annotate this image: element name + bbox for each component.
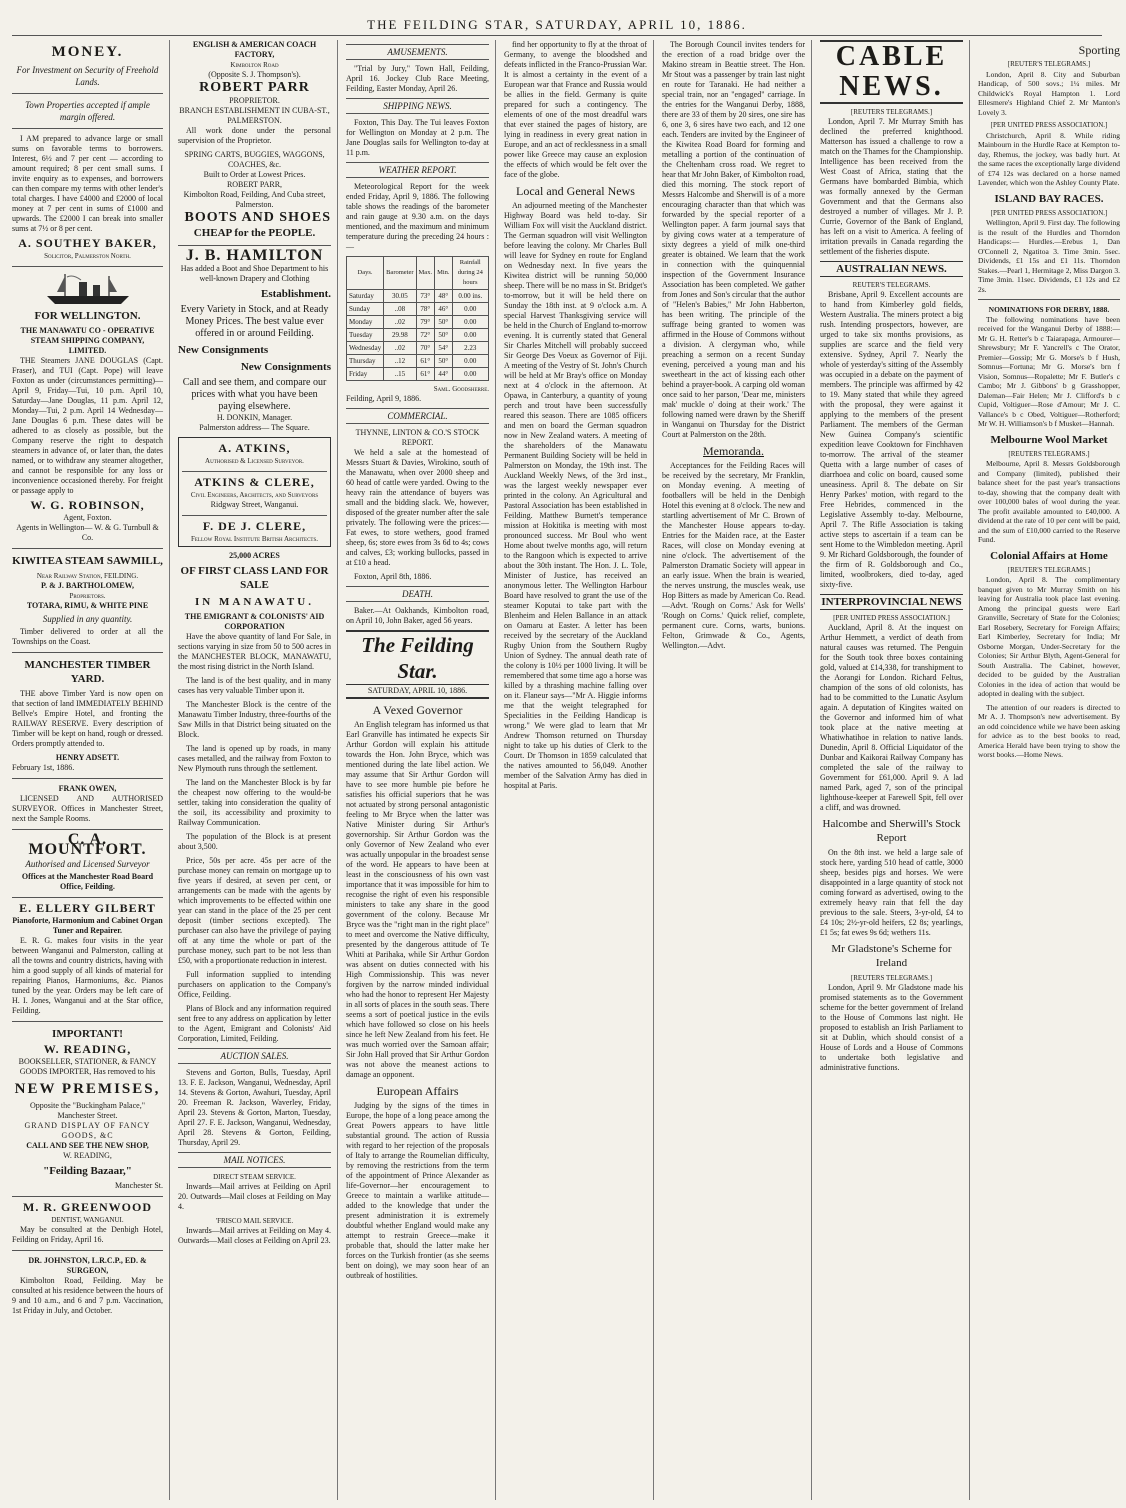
local-title: Local and General News [516,184,635,198]
johnston: DR. JOHNSTON, L.R.C.P., ED. & SURGEON, [28,1256,147,1275]
manawatu-company: THE MANAWATU CO - OPERATIVE STEAM SHIPPING COMPANY, LIMITED. [20,326,155,355]
wool-body: Melbourne, April 8. Messrs Goldsborough and Company (limited), published their balance sheet for the past year's transactions to-day, showing that the company dealt with over 100,000 bales of wool during the year. The profit available amounted to £40,000. A dividend at the rate of 10 per cent will be paid, and the sum of £10,000 carried to the Reserve Fund. [978,459,1120,544]
parr-sign: ROBERT PARR, [226,180,283,189]
reading-addr: Opposite the "Buckingham Palace," Manchester Street. [30,1101,145,1120]
weather-cell: Saturday [347,290,384,303]
sporting-body: London, April 8. City and Suburban Handicap, of 500 sovs.; 1¼ miles. Mr Childwick's Royal Hampton 1. Lord Ellesmere's Highland Chief 2. Mr Manton's Lovely 3. [978,69,1120,117]
local-body: An adjourned meeting of the Manchester Highway Board was held to-day. Sir William Fox will visit the Auckland district. The German squadron will visit Wellington before leaving the colony. Mr Charles Bull will leave for Sydney en route for England on Wednesday next. In five years the Kiwitea district will be running 50,000 sheep. There will be no mass in St. Bridget's to-morrow, but it will be held there on Sunday the 18th inst. at 9 o'clock a.m. A special Harvest Thanksgiving service will be held in the Church of England to-morrow evening. It is currently stated that General Sir Charles Mitchell will probably succeed Sir George Des Voeux as Governor of Fiji. A meeting of the Vestry of St. John's Church will be held at Mr Bray's office on Monday next at 4 o'clock in the afternoon. At Opawa, in Canterbury, a quantity of young perch and trout have been successfully reared this season. There are 1085 officers and men on board the German squadron now in New Zealand waters. A meeting of the shareholders of the Manawatu Permanent Building Society will be held in Palmerston on Monday, the 19th inst. The Auckland Weekly News, of the 3rd inst., was the largest weekly newspaper ever printed in the colony. An Agricultural and Pastoral Association has been established in Feilding. Matthew Burnett's temperance mission at Hokitika is meeting with most pronounced success. Mr Boul who went Home about twelve months ago, will return to the Rangoon which is expected to arrive about the 30th instant. The Hon. J. L. Tole, Minister of Justice, has received an anonymous letter. The Wellington Harbour Board have resolved to grant the use of the steamer Koputai to take part with the Blenheim and Helen Ballance in an attack on Oamaru at Easter. A letter has been received by the secretary of the Auckland Rugby Union from the Southern Rugby Union of Sydney. The annual death rate of the colony is 10½ per 1000 living. It will be remembered that some time ago a horse was killed by a thrashing machine falling over on it. Flaneur says—"Mr A. Higgie informs me that the weight telegraphed for Specialities in the Feilding Handicap is wrong." We were glad to learn that Mr Andrew Thomson returned on Thursday night to take up his duties of Clerk to the Court. Dr Thomson in 1859 calculated that the natives amounted to 56,049. Another member of the Salvation Army has died in hospital at Paris. [504,201,647,790]
steamship-icon [43,272,133,306]
greenwood-body: May be consulted at the Denbigh Hotel, Feilding on Friday, April 16. [12,1225,163,1244]
weather-cell: 70° [416,342,435,355]
cable-title: CABLE NEWS. [820,40,963,104]
mountfort-name: C. A. MOUNTFORT. [28,831,147,858]
manchester-body: THE above Timber Yard is now open on that section of land IMMEDIATELY BEHIND Bellve's Empire Hotel, and fronting the RAILWAY RESERVE. Every description of Timber will be kept on hand, rough or dressed. Orders promptly attended to. [12,689,163,748]
commercial-date: Foxton, April 8th, 1886. [354,572,432,581]
coach-opp: (Opposite S. J. Thompson's). [208,70,301,79]
weather-cell: 61° [416,368,435,381]
reading-sign: W. READING, [63,1151,112,1160]
weather-cell: 44° [435,368,452,381]
weather-cell: 50° [435,329,452,342]
money-sub: For Investment on Security of Freehold Lands. [16,65,159,87]
amusements-title: AMUSEMENTS. [346,44,489,60]
call-see: CALL AND SEE THE NEW SHOP, [26,1141,149,1150]
first-class: OF FIRST CLASS LAND FOR SALE [180,565,329,591]
totara-sub: Supplied in any quantity. [42,614,133,624]
european-title: European Affairs [376,1084,459,1098]
weather-cell: 2.23 [452,342,488,355]
acres: 25,000 ACRES [229,551,280,560]
kiwitea-title: KIWITEA STEAM SAWMILL, [12,555,163,567]
weather-cell: 0.00 [452,303,488,316]
money-note: Town Properties accepted if ample margin offered. [25,100,150,122]
coach-road: Kimbolton Road [230,61,279,69]
masthead [12,14,1102,36]
money-body: I AM prepared to advance large or small sums on favorable terms to borrowers. Interest, 6½ and 7 per cent — according to amount required; 8 per cent small sums. I invite enquiry as to expenses, and borrowers can then compare my terms with other lender's total charges. I have £4000 and £2000 of local money at 7 per cent in sums of £1000 and upwards. The £2000 I can break into smaller sums at 7½ or 8 per cent. [12,134,163,233]
agents: Agents in Wellington— W. & G. Turnbull & Co. [16,523,159,542]
column-7 [978,40,1126,1500]
weather-cell: 29.98 [384,329,416,342]
memoranda-body: Acceptances for the Feilding Races will be received by the secretary, Mr Franklin, on Monday evening. A meeting of footballers will be held in the Denbigh Hotel this evening at 8 o'clock. The new and startling advertisement of Mr C. Brown of the Manchester House appears to-day. Entries for the Maiden race, at the Easter Races, will close on Monday evening at nine o'clock. The advertisement of the Palmerston Dramatic Society will appear in an early issue. When the brain is wearied, the nerves unstrung, the muscles weak, use Hop Bitters as made by American Co. Read.—Advt. 'Rough on Corns.' Ask for Wells' 'Rough on Corns.' Quick relief, complete, permanent cure. Corns, warts, bunions. Felton, Grimwade & Co., Agents, Wellington.—Advt. [662,461,805,650]
table-row [347,342,489,355]
masthead-title: THE FEILDING STAR, SATURDAY, APRIL 10, 1886. [367,16,747,32]
weather-cell: 73° [416,290,435,303]
gladstone-title: Mr Gladstone's Scheme for Ireland [831,943,952,969]
weather-cell: ..12 [384,355,416,368]
wellington-title: FOR WELLINGTON. [34,310,141,322]
clere-sub: Fellow Royal Institute British Architects. [190,535,319,543]
table-row [347,290,489,303]
column-1 [12,40,170,1500]
commercial-sub: THYNNE, LINTON & CO.'S STOCK REPORT. [355,428,480,447]
cable-tag: [REUTERS TELEGRAMS.] [850,108,933,116]
gilbert-sub: Pianoforte, Harmonium and Cabinet Organ Tuner and Repairer. [12,916,163,935]
weather-cell: 30.05 [384,290,416,303]
weather-col-min: Min. [435,257,452,290]
up-tag: [PER UNITED PRESS ASSOCIATION.] [990,121,1108,129]
weather-cell: 0.00 ins. [452,290,488,303]
death-body: Baker.—At Oakhands, Kimbolton road, on April 10, John Baker, aged 56 years. [346,606,489,625]
southey-name: A. SOUTHEY BAKER, [18,236,157,250]
colonial-tag: [REUTER'S TELEGRAMS.] [1007,565,1091,574]
land-p2: The land is of the best quality, and in many cases has very valuable Timber upon it. [178,676,331,695]
weather-cell: ..08 [384,303,416,316]
greenwood-sub: DENTIST, WANGANUI. [51,1216,124,1224]
land-p4: The land is opened up by roads, in many cases metalled, and the railway from Foxton to New Plymouth runs through the settlement. [178,744,331,773]
robinson-sub: Agent, Foxton. [63,513,112,522]
paper-title: The Feilding Star. [346,630,489,685]
bartholomew-sub: Proprietors. [69,592,106,600]
johnston-body: Kimbolton Road, Feilding. May be consulted at his residence between the hours of 9 and 10 a.m., and 6 and 7 p.m. Vaccination, 1st Friday in July, and October. [12,1276,163,1315]
nom-title: NOMINATIONS FOR DERBY, 1888. [988,305,1110,314]
table-row [347,329,489,342]
cable-body: London, April 7. Mr Murray Smith has declined the preferred knighthood. Matterson has issued a challenge to row a match on the Thames for the Championship. Intelligence has been received from the West Coast of Africa, stating that the Germans have bombarded Bimbia, which was formally annexed by the German Government and that the Germans also destroyed a number of villages. Mr J. P. Currie, Governor of the Bank of England, has left on a visit to America. A feeling of irritation prevails in Canada regarding the settlement of the fisheries dispute. [820,117,963,256]
emigrant-body: Have the above quantity of land For Sale, in sections varying in size from 50 to 500 acres in the MANCHESTER BLOCK, MANAWATU, the most rising district in the North Island. [178,632,331,671]
closing-body: The attention of our readers is directed to Mr A. J. Thompson's new advertisement. By an odd coincidence while we have been asking for advice as to the best books to read, America Herald have been trying to show the worst books.—Home News. [978,702,1120,759]
amusements-body: "Trial by Jury," Town Hall, Feilding, April 16. Jockey Club Race Meeting, Feilding, Easter Monday, April 26. [346,64,489,93]
weather-cell: 50° [435,355,452,368]
weather-cell: 46° [435,303,452,316]
feilding-bazaar: "Feilding Bazaar," [43,1165,132,1177]
weather-header [347,257,489,290]
parr-sub: PROPRIETOR. [229,96,280,105]
totara: TOTARA, RIMU, & WHITE PINE [26,601,149,610]
island-body: Wellington, April 9. First day. The following is the result of the Hurdles and Thorndon Handicaps:— Hurdles.—Erebus 1, Dan O'Connell 2, Ngatitoa 3. Time 3min. 5sec. Dividends, £1 15s and £1 11s. Thorndon Stakes.—Pearl 1, Hermitage 2, Miss Dargon 3. Time 3min. 11sec. Dividends, £1 12s and £2 2s. [978,218,1120,294]
consignments: New Consignments [178,344,269,356]
weather-cell: 0.00 [452,368,488,381]
halcombe-title: Halcombe and Sherwill's Stock Report [822,818,961,844]
land-p9: Plans of Block and any information required sent free to any address on application by letter to the Agent, Emigrant and Colonists' Aid Corporation, Limited, Feilding. [178,1004,331,1043]
weather-cell: Friday [347,368,384,381]
land-p3: The Manchester Block is the centre of the Manawatu Timber Industry, three-fourths of the Saw Mills in that District being situated on the Block. [178,700,331,739]
european-body: Judging by the signs of the times in Europe, the hope of a long peace among the Great Powers appears to have little substantial ground. The action of Russia with regard to her rejection of the proposals of Italy to arrange the Roumelian difficulty, by removing the restrictions from the term of the appointment of Prince Alexander as life-Governor—her encouragement to Greece to maintain a warlike attitude—added to the knowledge that under the present administration it is extremely doubtful whether England would make any attempt to restrain Greece—make it probable that, should the latter make her forces on the Turkish frontier (as she seems bent on doing), we may soon hear of an outbreak of hostilities. [346,1101,489,1280]
southey-sub: Solicitor, Palmerston North. [44,252,131,260]
column-6 [820,40,970,1500]
adsett: HENRY ADSETT. [55,753,120,762]
island-tag: [PER UNITED PRESS ASSOCIATION.] [990,208,1108,217]
cheap: CHEAP for the PEOPLE. [193,227,316,239]
vexed-title: A Vexed Governor [372,703,463,717]
weather-cell: Wednesday [347,342,384,355]
column-3 [346,40,496,1500]
table-row [347,316,489,329]
weather-col-max: Max. [416,257,435,290]
colonial-title: Colonial Affairs at Home [990,549,1108,562]
halcombe-body: On the 8th inst. we held a large sale of stock here, yarding 510 head of cattle, 3000 sheep, besides pigs and horses. We were disappointed in a large quantity of stock not coming forward as advertised, owing to the extremely heavy rain that fell the day previous to the sale. Steers, 3-yr-old, £4 to £4 10s; 2½-yr-old heifers, £2 8s; yearlings, £1 5s; fat ewes 9s 6d; wethers 11s. [820,848,963,937]
inter-title: INTERPROVINCIAL NEWS [821,596,962,608]
aus-body: Brisbane, April 9. Excellent accounts are to hand from Kimberley gold fields, Western Australia. The miners protect a big rush. Intending prospectors, however, are urged to take six months provisions, as supplies are scarce and the field very extensive. Sydney, April 7. Nearly the whole of yesterday's sitting of the Assembly was occupied in a debate on the payment of members. The principle was affirmed by 42 to 19. Many stated that while they agreed with the proposal, they were against it applying to the members of the present Parliament. The members of the German New Guinea Company's scientific expedition leave Cooktown for Finchhaven to-morrow. The arrival of the steamer Quetta with a large number of cases of diarrhoea and colic on board, caused some uneasiness. April 8. The debate on Sir Henry Parkes' motion, with regard to the Free Hebrides, commenced in the Legislative Assembly to-day. Melbourne, April 7. The Rifle Association is taking active steps to ascertain if a team can be sent Home to the Wimbledon meeting. April 9. Mr Richard Goldsborough, the founder of the firm of R. Goldsborough and Co., limited, woolbrokers, died to-day, aged sixty-five. [820,290,963,589]
reading-body: BOOKSELLER, STATIONER, & FANCY GOODS IMPORTER, Has removed to his [18,1057,157,1076]
land-p6: The population of the Block is at present about 3,500. [178,832,331,851]
owen-body: LICENSED AND AUTHORISED SURVEYOR. Offices in Manchester Street, next the Sample Rooms. [12,794,163,823]
weather-sign: Saml. Goodsherre. [433,385,489,393]
carts: SPRING CARTS, BUGGIES, WAGGONS, COACHES, &c. [184,150,325,169]
adsett-date: February 1st, 1886. [12,763,75,772]
weather-col-rain: Rainfall during 24 hours [452,257,488,290]
columns [12,40,1120,1500]
call-see-compare: Call and see them, and compare our prices with what you have been paying elsewhere. [182,377,327,412]
gilbert-body: E. R. G. makes four visits in the year between Wanganui and Palmerston, calling at all the towns and country districts, having with him a good supply of all kinds of material for repairing Pianos, Harmoniums, &c. Pianos tuned by the year. Orders may be left care of H. I. Jones, Wanganui and at the Star office, Feilding. [12,936,163,1015]
palmerston-addr: Palmerston address— The Square. [199,423,310,432]
timber-note: Timber delivered to order at all the Townships on the Coast. [12,627,163,646]
shipping-title: SHIPPING NEWS. [346,98,489,114]
atkins-clere: ATKINS & CLERE, [194,475,315,489]
gilbert-name: E. ELLERY GILBERT [19,901,156,915]
weather-cell: Tuesday [347,329,384,342]
robinson-name: W. G. ROBINSON, [30,498,145,512]
coach-title: ENGLISH & AMERICAN COACH FACTORY, [192,40,317,59]
variety: Every Variety in Stock, and at Ready Money Prices. The best value ever offered in or around Feilding. [180,304,329,339]
mail-body2: Inwards—Mail arrives at Feilding on May 4. Outwards—Mail closes at Feilding on April 23. [178,1226,331,1245]
manchester-title: MANCHESTER TIMBER YARD. [24,659,151,685]
gladstone-body: London, April 9. Mr Gladstone made his promised statements as to the Government scheme for the better government of Ireland to the House of Commons last night. He proposed to establish an Irish Parliament to sit at Dublin, which should consist of a House of Lords and a House of Commons to undertake both legislative and administrative functions. [820,983,963,1072]
inter-tag: [PER UNITED PRESS ASSOCIATION.] [833,614,950,622]
auction-body: Stevens and Gorton, Bulls, Tuesday, April 13. F. E. Jackson, Wanganui, Wednesday, April 14. Stevens & Gorton, Awahuri, Tuesday, April 20. Freeman R. Jackson, Waverley, Friday, April 23. Stevens & Gorton, Marton, Tuesday, April 27. F. E. Jackson, Wanganui, Wednesday, April 28. Stevens & Gorton, Feilding, Thursday, April 29. [178,1068,331,1147]
new-premises: NEW PREMISES, [14,1081,161,1097]
vexed-body: An English telegram has informed us that Earl Granville has intimated he expects Sir Arthur Gordon will explain his attitude towards the Hon. John Bryce, which was mentioned during the late libel action. We may assume that Sir Arthur Gordon will have to see more humble pie before he satisfies his official superiors that he was not actuated by strong personal antagonistic feeling to Mr Bryce when the latter was Native Minister during Sir Arthur's governorship. Sir Arthur Gordon was the only Governor of New Zealand who ever was actually unpopular in the broadest sense of the word. He appears to have been at least in the consciousness of his own vast importance that it was impossible for him to recognise the right of even his responsible ministers to take any share in the good government of the colony. Because Mr Bryce was the "right man in the right place" to meet and overcome the Native difficulty, presented by the dangerous attitude of Te Whiti at Parihaka, while Sir Arthur Gordon was absent on duties connected with his High Commissionship. This was never forgiven by the narrow minded individual who had the honor to represent Her Majesty in all sorts of places in the south seas. There seems a sort of poetical justice in the evils which have followed so close on his heels since he left New Zealand from his feet. He was much worried over the Samoan affair; Sir John Hall proved that Sir Arthur Gordon was not above the meanest actions to damage an opponent. [346,720,489,1079]
branch: BRANCH ESTABLISHMENT IN CUBA-ST., PALMERSTON. [179,106,330,125]
death-title: DEATH. [346,586,489,602]
wool-tag: [REUTERS TELEGRAMS.] [1008,449,1090,458]
weather-cell: Thursday [347,355,384,368]
atkins-sub: Authorised & Licensed Surveyor. [205,457,304,465]
weather-cell: Monday [347,316,384,329]
memoranda-title: Memoranda. [703,444,764,458]
commercial-title: COMMERCIAL. [346,408,489,424]
weather-cell: ..15 [384,368,416,381]
new-consignments: New Consignments [240,361,331,373]
aus-title: AUSTRALIAN NEWS. [820,261,963,277]
weather-title: WEATHER REPORT. [346,162,489,178]
in-manawatu: IN MANAWATU. [195,596,314,608]
up-body: Christchurch, April 8. While riding Mainbourn in the Hurdle Race at Kempton to-day, Rhemus, the jockey, was badly hurt. At the same races the exceptionally large dividend of £74 12s was declared on a horse named Lavender, which won the Ashley County Plate. [978,130,1120,187]
ridgway: Ridgway Street, Wanganui. [210,500,299,509]
atkins-clere-sub: Civil Engineers, Architects, and Surveyors [190,491,319,499]
emigrant: THE EMIGRANT & COLONISTS' AID CORPORATION [184,612,325,631]
important: IMPORTANT! [52,1028,123,1040]
nom-body: The following nominations have been received for the Wanganui Derby of 1888:—Mr G. H. Retter's b c Taiarapaga, Armourer—Shrewsbury; Mr F. Yancrell's c The Orator, Premier—Gossip; Mr G. Morse's b f Hush, Somnus—Fortuna; Mr G. Morse's brn f Vision, Somnus—Ropalette; Mr F. Butler's c Cambo; Mr J. Gibbons' b g Grasshopper, Daleman—Fair Helen; Mr J. Clifford's b c Cupid, Voltiguer—Rose d'Amour; Mr J. C. Vallance's b c Obed, Voltiguer—Rotherford; Mr W. H. Williamson's b f Musket—Hannah. [978,314,1120,428]
hamilton: J. B. HAMILTON [185,247,324,264]
hamilton-body: Has added a Boot and Shoe Department to his well-known Drapery and Clothing [180,264,329,283]
paper-date: SATURDAY, APRIL 10, 1886. [346,685,489,699]
weather-cell: 0.00 [452,316,488,329]
weather-cell: 79° [416,316,435,329]
donkin: H. DONKIN, Manager. [216,413,293,422]
weather-col-baro: Barometer [384,257,416,290]
atkins-box [178,437,331,547]
mail-frisco: 'FRISCO MAIL SERVICE. [215,1217,294,1225]
sporting-tag: [REUTER'S TELEGRAMS.] [1007,60,1091,68]
column-2 [178,40,338,1500]
column-5 [662,40,812,1500]
establishment: Establishment. [261,288,331,300]
colonial-body: London, April 8. The complimentary banquet given to Mr Murray Smith on his leaving for Australia took place last evening. Among the principal guests were Earl Granville, Secretary of State for the Colonies; Earl Rosebery, Secretary for Foreign Affairs; Earl Kimberley, Secretary for India; Mr Osborne Morgan, Under-Secretary for the Colonies; Sir Arthur Blyth, Agent-General for South Australia. The Cabinet, however, decided to be guided by the Australian Colonies in the idea of action that would be adopted in dealing with the subject. [978,575,1120,698]
weather-cell: Sunday [347,303,384,316]
weather-body: Meteorological Report for the week ended Friday, April 9, 1886. The following table shows the readings of the barometer and rain gauge at 9.30 a.m. on the days mentioned, and the maximum and minimum temperature during the preceding 24 hours :— [346,182,489,251]
aus-tag: REUTER'S TELEGRAMS. [852,281,931,289]
weather-cell: 78° [416,303,435,316]
mountfort-sub: Authorised and Licensed Surveyor [25,859,150,869]
greenwood: M. R. GREENWOOD [23,1200,152,1214]
weather-cell: 50° [435,316,452,329]
mountfort-office: Offices at the Manchester Road Board Office, Feilding. [21,872,154,891]
wool-title: Melbourne Wool Market [990,433,1108,446]
grand-display: GRAND DISPLAY OF FANCY GOODS, &C [24,1121,151,1140]
inter-body: Auckland, April 8. At the inquest on Arthur Hemmett, a verdict of death from natural causes was returned. The Penguin for the South took three boxes containing gold, valued at £14,338, for transhipment to the Aorangi for London. Richard Feltus, champion of the sons of old colonists, has had to be committed to the Lunatic Asylum again. A deputation of Kingites waited on the Governor and informed him of what took place at the native meeting at Whatiwhatihoe in relation to native lands. Dunedin, April 8. Official Liquidator of the Dunbar and Kaikorai Railway Company has completed the sale of the railway to Government for £61,000. April 9. A lad named Park, aged 7, son of the principal lighthouse-keeper at Farewell Spit, fell over a cliff, and was drowned. [820,623,963,812]
manawatu-body: THE Steamers JANE DOUGLAS (Capt. Fraser), and TUI (Capt. Pope) will leave Foxton as under (circumstances permitting)— April 9, Friday—Tui, 10 p.m. April 10, Saturday—Jane Douglas, 11 p.m. April 12, Monday—Tui, 2 p.m. April 14 Wednesday—Jane Douglas 6 p.m. These dates will be adhered to as closely as possible, but the Company reserve the right to despatch steamers in advance of, or later than, the dates named, or to withdraw any steamer altogether, and cannot be responsible for any loss or inconvenience occasioned thereby. For freight or passage apply to [12,356,163,495]
boots: BOOTS AND SHOES [184,210,331,225]
weather-table [346,256,489,381]
mail-title: MAIL NOTICES. [178,1152,331,1168]
land-p7: Price, 50s per acre. 45s per acre of the purchase money can remain on mortgage up to five years if desired, at seven per cent, or arrangements can be made with the agents by which improvements to be effected within one year can stand in the place of the 25 per cent deposit (timber sections excepted). The purchaser can also have the privilege of paying off at any time the whole or part of the purchase money, such part to be not less than £50, with a proportionate reduction in interest. [178,856,331,965]
sporting-title: Sporting [1078,43,1120,57]
land-p8: Full information supplied to intending purchasers on application to the Company's Office, Feilding. [178,970,331,999]
weather-cell: ..02 [384,342,416,355]
auction-title: AUCTION SALES. [178,1048,331,1064]
bartholomew: P. & J. BARTHOLOMEW, [41,581,134,590]
owen-name: FRANK OWEN, [58,784,117,793]
money-title: MONEY. [51,44,124,60]
land-p5: The land on the Manchester Block is by far the cheapest now offering to the would-be settler, taking into consideration the quality of the soil, its accessibility and proximity to Railway Communication. [178,778,331,827]
gladstone-tag: [REUTERS TELEGRAMS.] [850,974,933,982]
reading-name: W. READING, [43,1042,132,1056]
mail-body: Inwards—Mail arrives at Feilding on April 20. Outwards—Mail closes at Feilding on May 4. [178,1182,331,1211]
weather-cell: 54° [435,342,452,355]
parr-addr: Kimbolton Road, Feilding, And Cuba street, Palmerston. [183,190,326,209]
weather-col-days: Days. [347,257,384,290]
weather-cell: 48° [435,290,452,303]
manchester-st: Manchester St. [115,1181,163,1190]
weather-cell: ..02 [384,316,416,329]
island-title: ISLAND BAY RACES. [994,192,1104,205]
shipping-body: Foxton, This Day. The Tui leaves Foxton for Wellington on Monday at 2 p.m. The Jane Douglas sails for Wellington to-day at 11 p.m. [346,118,489,157]
parr-name: ROBERT PARR [199,80,310,95]
commercial-body: We held a sale at the homestead of Messrs Stuart & Davies, Wirokino, south of the Manawatu, when over 2000 sheep and 60 head of cattle were yarded. Owing to the heavy rain the attendance of buyers was small and the bidding slack. We, however, disposed of the greater number after the sale privately. The following were the prices:—Fat ewes, to store wethers, good framed sheep, 6s; store ewes from 3s 6d to 4s; cows and calves, £3; working bullocks, passed in at £10 a head. [346,448,489,567]
weather-cell: 0.00 [452,329,488,342]
table-row [347,303,489,316]
clere-name: F. DE J. CLERE, [202,519,307,533]
col4-body1: find her opportunity to fly at the throat of Germany, to avenge the bloodshed and defeats inflicted in the Franco-Prussian War. It is almost a certainty in the event of a European war that France and Russia would be allies in the field. Germany is quite prepared for such a contingency. The elements of one of the most dreadful wars that ever stained the pages of history, are lying in readiness in every great nation in Europe, and an act of recklessness in a small power like Greece may cause an explosion the effects of which would be felt over the face of the globe. [504,40,647,179]
mail-direct: DIRECT STEAM SERVICE. [213,1173,296,1181]
col5-body1: The Borough Council invites tenders for the erection of a road bridge over the Makino stream in Beattie street. The Hon. Mr Stout was a passenger by train last night en route for Taranaki. He had neither a special train, nor an "engaged" carriage. In the entries for the Wanganui Derby, 1888, there are 33 of them by 20 sires, one sire has 6, one 3, 6 sires have two each, and 12 one each. Tenders are invited by the Engineer of the Kiwitea Road Board for forming and metalling a portion of the continuation of the Cheltenham cross road. We regret to hear that Mr John Baker, of Kimbolton road, died this morning. The stock report of Messrs Halcombe and Sherwill is of a more encouraging character than that which was forwarded by the special reporter of a Wellington paper. A farm journal says that by giving cows water at a temperature of sixty degrees a yield of milk one-third greater is obtained. We learn that the work in connection with the quinquennial inspection of the Government Insurance Association has been completed. We gather from Jones and Son's circular that the author of "Helen's Babies," Mr John Habberton, has been writing. The principle of the suffrage being granted to women was affirmed in the House of Commons without a division. A clergyman who, while preaching a sermon on a recent Sunday evening, perceived a young man and his sweetheart in the act of kissing each other behind a prayer-book. A carping old woman once said to her parson, 'Dear me, ministers mak' muckle o' doing at their work.' The following named were drawn by the Sheriff in Wanganui on Thursday for the District Court at Palmerston on the 28th. [662,40,805,439]
atkins-name: A. ATKINS, [218,441,291,455]
built: Built to Order at Lowest Prices. [203,170,306,179]
weather-date: Feilding, April 9, 1886. [346,394,422,403]
kiwitea-sub: Near Railway Station, FEILDING. [36,572,139,580]
parr-body: All work done under the personal supervision of the Proprietor. [178,126,331,145]
weather-cell: 0.00 [452,355,488,368]
weather-cell: 61° [416,355,435,368]
table-row [347,355,489,368]
weather-cell: 72° [416,329,435,342]
table-row [347,368,489,381]
column-4 [504,40,654,1500]
